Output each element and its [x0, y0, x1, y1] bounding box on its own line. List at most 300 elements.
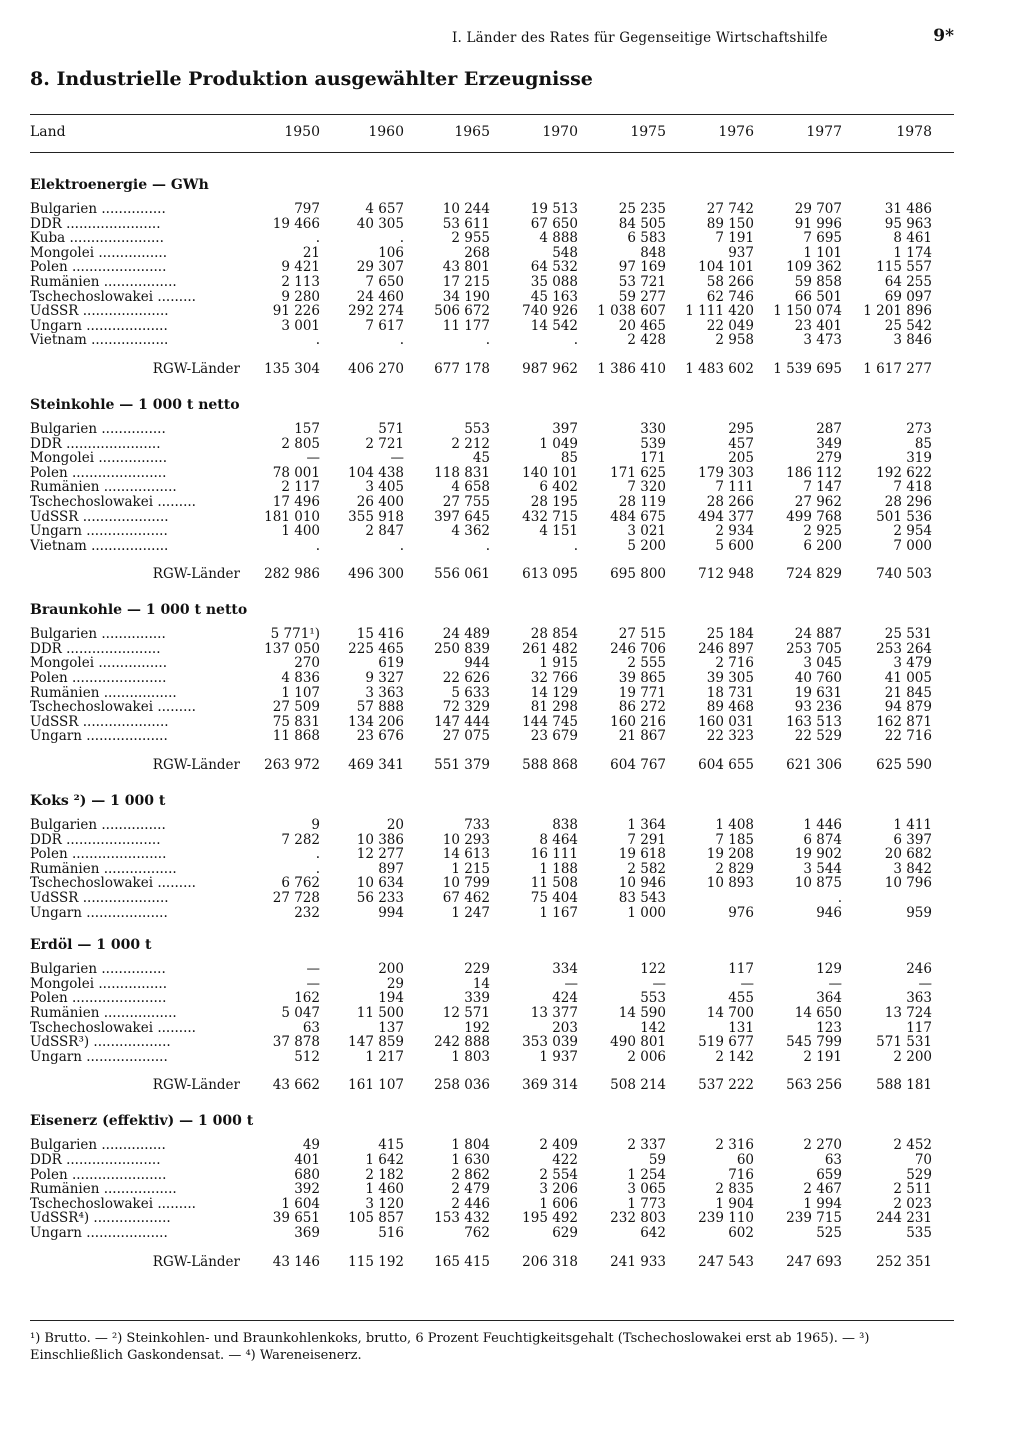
table-cell: 246 [906, 961, 932, 978]
table-cell: 619 [378, 655, 404, 672]
table-row [30, 847, 954, 862]
table-cell: 63 [824, 1151, 842, 1168]
table-cell: 2 511 [893, 1181, 932, 1198]
table-cell: 18 731 [706, 684, 754, 701]
table-cell: 32 766 [530, 670, 578, 687]
table-cell: 2 555 [627, 655, 666, 672]
table-cell: 14 [472, 975, 490, 992]
table-cell: 5 633 [451, 684, 490, 701]
table-row [30, 876, 954, 891]
table-cell: 1 174 [893, 244, 932, 261]
table-cell: 2 113 [281, 273, 320, 290]
table-cell: 2 200 [893, 1048, 932, 1065]
table-cell: 115 192 [348, 1253, 404, 1270]
table-cell: 195 492 [522, 1210, 578, 1227]
country-name: Tschechoslowakei ......... [30, 289, 196, 305]
table-cell: 85 [914, 435, 932, 452]
table-cell: 161 107 [348, 1077, 404, 1094]
country-name: Tschechoslowakei ......... [30, 876, 196, 891]
table-cell: 1 606 [539, 1195, 578, 1212]
table-cell: 563 256 [786, 1077, 842, 1094]
table-cell: 25 235 [618, 201, 666, 217]
table-cell: 91 996 [794, 215, 842, 232]
column-header: 1977 [806, 124, 842, 140]
table-cell: 109 362 [786, 259, 842, 276]
table-cell: 15 416 [356, 626, 404, 643]
table-cell: — [306, 961, 320, 978]
table-cell: 516 [378, 1224, 404, 1241]
country-name: Rumänien ................. [30, 861, 177, 877]
table-cell: 41 005 [884, 670, 932, 687]
table-cell: 282 986 [264, 566, 320, 583]
table-cell: 252 351 [876, 1253, 932, 1270]
column-header: 1965 [454, 124, 490, 140]
table-cell: 406 270 [348, 360, 404, 377]
table-cell: 86 272 [618, 699, 666, 716]
column-header: 1970 [542, 124, 578, 140]
table-cell: 7 291 [627, 831, 666, 848]
table-cell: 104 438 [348, 464, 404, 481]
table-row [30, 1153, 954, 1168]
table-cell: 142 [640, 1019, 666, 1036]
table-cell: 994 [378, 904, 404, 921]
table-cell: 1 408 [715, 817, 754, 834]
table-section [30, 599, 954, 776]
table-row [30, 1211, 954, 1226]
table-cell: 34 190 [442, 288, 490, 305]
table-cell: 78 001 [272, 464, 320, 481]
table-cell: 959 [906, 904, 932, 921]
table-cell: 137 [378, 1019, 404, 1036]
table-cell: 501 536 [876, 508, 932, 525]
table-cell: 27 075 [442, 728, 490, 745]
table-cell: 171 [640, 450, 666, 467]
table-cell: 7 320 [627, 479, 666, 496]
table-row [30, 451, 954, 466]
table-cell: 232 803 [610, 1210, 666, 1227]
table-row [30, 1021, 954, 1036]
table-cell: 37 878 [272, 1034, 320, 1051]
table-row [30, 1226, 954, 1241]
table-cell: 72 329 [442, 699, 490, 716]
table-cell: 295 [728, 420, 754, 437]
table-cell: 56 233 [356, 890, 404, 906]
table-row [30, 260, 954, 275]
table-cell: 6 402 [539, 479, 578, 496]
table-cell: 57 888 [356, 699, 404, 716]
table-row [30, 1006, 954, 1021]
table-cell: 490 801 [610, 1034, 666, 1051]
table-cell: 3 065 [627, 1181, 666, 1198]
table-cell: 499 768 [786, 508, 842, 525]
column-header: 1950 [284, 124, 320, 140]
table-cell: 1 400 [281, 523, 320, 540]
table-cell: 762 [464, 1224, 490, 1241]
table-cell: 1 049 [539, 435, 578, 452]
table-cell: 1 101 [803, 244, 842, 261]
country-name: UdSSR .................... [30, 304, 169, 319]
table-row [30, 906, 954, 921]
table-cell: 63 [302, 1019, 320, 1036]
table-cell: 10 386 [356, 831, 404, 848]
table-cell: 106 [378, 244, 404, 261]
table-cell: 21 845 [884, 684, 932, 701]
table-header [30, 124, 954, 144]
table-cell: 2 337 [627, 1137, 666, 1154]
country-name: Bulgarien ............... [30, 818, 166, 833]
table-cell: 2 925 [803, 523, 842, 540]
table-cell: 1 773 [627, 1195, 666, 1212]
table-cell: 1 188 [539, 860, 578, 877]
table-cell: 6 200 [803, 537, 842, 554]
table-cell: 339 [464, 990, 490, 1007]
table-cell: 16 111 [530, 846, 578, 863]
table-cell: 64 532 [530, 259, 578, 276]
table-cell: 496 300 [348, 566, 404, 583]
table-cell: 2 954 [893, 523, 932, 540]
table-cell: 270 [294, 655, 320, 672]
table-cell: 3 846 [893, 332, 932, 349]
table-cell: . [399, 332, 404, 349]
table-cell: 537 222 [698, 1077, 754, 1094]
table-cell: . [315, 860, 320, 877]
table-cell: 1 642 [365, 1151, 404, 1168]
table-cell: 7 185 [715, 831, 754, 848]
table-cell: 363 [906, 990, 932, 1007]
table-cell: 7 147 [803, 479, 842, 496]
table-cell: 4 657 [365, 201, 404, 217]
country-name: Bulgarien ............... [30, 202, 166, 217]
table-cell: 1 150 074 [773, 303, 842, 320]
table-cell: 171 625 [610, 464, 666, 481]
table-cell: 401 [294, 1151, 320, 1168]
table-cell: 602 [728, 1224, 754, 1241]
table-cell: 944 [464, 655, 490, 672]
table-cell: . [315, 230, 320, 247]
page-number: 9* [933, 26, 954, 46]
table-cell: 1 915 [539, 655, 578, 672]
table-section [30, 934, 954, 1096]
table-cell: 105 857 [348, 1210, 404, 1227]
table-cell: 3 363 [365, 684, 404, 701]
table-cell: 13 377 [530, 1004, 578, 1021]
table-row [30, 729, 954, 744]
table-cell: 897 [378, 860, 404, 877]
table-cell: 553 [640, 990, 666, 1007]
table-cell: 137 050 [264, 640, 320, 657]
table-cell: 58 266 [706, 273, 754, 290]
table-cell: 424 [552, 990, 578, 1007]
table-cell: 392 [294, 1181, 320, 1198]
table-cell: 59 858 [794, 273, 842, 290]
total-row [30, 563, 954, 585]
table-cell: 242 888 [434, 1034, 490, 1051]
table-row [30, 275, 954, 290]
table-cell: 134 206 [348, 713, 404, 730]
table-cell: 2 142 [715, 1048, 754, 1065]
table-cell: 1 604 [281, 1195, 320, 1212]
table-cell: 250 839 [434, 640, 490, 657]
table-cell: 2 006 [627, 1048, 666, 1065]
table-row [30, 1182, 954, 1197]
table-row [30, 891, 954, 906]
table-cell: 95 963 [884, 215, 932, 232]
table-cell: 39 305 [706, 670, 754, 687]
table-cell: 123 [816, 1019, 842, 1036]
table-cell: 519 677 [698, 1034, 754, 1051]
section-title: Eisenerz (effektiv) — 1 000 t [30, 1113, 254, 1130]
table-section [30, 174, 954, 380]
table-row [30, 480, 954, 495]
table-cell: 14 590 [618, 1004, 666, 1021]
table-cell: 1 201 896 [863, 303, 932, 320]
table-cell: 3 021 [627, 523, 666, 540]
country-name: Tschechoslowakei ......... [30, 494, 196, 510]
table-cell: 695 800 [610, 566, 666, 583]
table-cell: 179 303 [698, 464, 754, 481]
table-cell: 740 926 [522, 303, 578, 320]
table-cell: 1 803 [451, 1048, 490, 1065]
table-cell: 60 [736, 1151, 754, 1168]
country-name: Mongolei ................ [30, 976, 167, 992]
table-row [30, 1168, 954, 1183]
table-cell: 6 874 [803, 831, 842, 848]
table-cell: 31 486 [884, 201, 932, 217]
table-cell: 2 554 [539, 1166, 578, 1183]
table-cell: . [315, 537, 320, 554]
country-name: Rumänien ................. [30, 685, 177, 701]
table-cell: 247 693 [786, 1253, 842, 1270]
table-cell: 19 513 [530, 201, 578, 217]
table-cell: 1 167 [539, 904, 578, 921]
table-cell: 29 307 [356, 259, 404, 276]
table-cell: 10 893 [706, 875, 754, 892]
table-cell: 205 [728, 450, 754, 467]
table-cell: 27 962 [794, 493, 842, 510]
table-cell: 987 962 [522, 360, 578, 377]
table-cell: 1 217 [365, 1048, 404, 1065]
table-cell: 7 282 [281, 831, 320, 848]
table-cell: 206 318 [522, 1253, 578, 1270]
table-cell: 2 191 [803, 1048, 842, 1065]
table-cell: 613 095 [522, 566, 578, 583]
table-cell: 5 600 [715, 537, 754, 554]
table-cell: . [399, 230, 404, 247]
total-label: RGW-Länder [152, 757, 240, 774]
table-cell: 24 887 [794, 626, 842, 643]
table-cell: 69 097 [884, 288, 932, 305]
table-cell: 12 277 [356, 846, 404, 863]
table-cell: 529 [906, 1166, 932, 1183]
table-cell: 13 724 [884, 1004, 932, 1021]
country-name: Ungarn ................... [30, 318, 168, 334]
country-name: Polen ...................... [30, 465, 167, 481]
table-cell: 26 400 [356, 493, 404, 510]
table-cell: 89 150 [706, 215, 754, 232]
table-cell: 85 [560, 450, 578, 467]
table-section [30, 394, 954, 585]
table-cell: 506 672 [434, 303, 490, 320]
table-cell: 539 [640, 435, 666, 452]
table-cell: 1 254 [627, 1166, 666, 1183]
country-name: Rumänien ................. [30, 480, 177, 495]
footnote: ¹) Brutto. — ²) Steinkohlen- und Braunkohlenkoks, brutto, 6 Prozent Feuchtigkeitsgehalt (Tschechoslowakei erst ab 1965). — ³) Einschließlich Gaskondensat. — ⁴) Wareneisenerz. [30, 1331, 870, 1363]
table-cell: 64 255 [884, 273, 932, 290]
table-cell: 10 244 [442, 201, 490, 217]
table-cell: 21 [302, 244, 320, 261]
table-cell: 66 501 [794, 288, 842, 305]
table-cell: 364 [816, 990, 842, 1007]
total-label: RGW-Länder [152, 1253, 240, 1270]
table-cell: 19 631 [794, 684, 842, 701]
table-cell: 261 482 [522, 640, 578, 657]
table-cell: 1 247 [451, 904, 490, 921]
table-cell: 422 [552, 1151, 578, 1168]
table-cell: 2 428 [627, 332, 666, 349]
table-cell: 22 626 [442, 670, 490, 687]
column-header: Land [30, 124, 66, 140]
table-row [30, 671, 954, 686]
table-cell: 2 716 [715, 655, 754, 672]
table-cell: 848 [640, 244, 666, 261]
table-cell: 39 651 [272, 1210, 320, 1227]
table-cell: 117 [906, 1019, 932, 1036]
table-cell: 2 446 [451, 1195, 490, 1212]
table-row [30, 1138, 954, 1153]
country-name: DDR ...................... [30, 216, 161, 232]
table-cell: — [740, 975, 754, 992]
table-cell: 24 489 [442, 626, 490, 643]
table-row [30, 1035, 954, 1050]
table-cell: 3 405 [365, 479, 404, 496]
table-cell: 22 323 [706, 728, 754, 745]
table-cell: 5 200 [627, 537, 666, 554]
country-name: Polen ...................... [30, 671, 167, 686]
table-cell: 3 001 [281, 317, 320, 334]
table-cell: 40 760 [794, 670, 842, 687]
table-cell: 75 831 [272, 713, 320, 730]
table-cell: 797 [294, 201, 320, 217]
table-cell: 6 762 [281, 875, 320, 892]
table-cell: 677 178 [434, 360, 490, 377]
table-row [30, 862, 954, 877]
table-cell: 1 539 695 [773, 360, 842, 377]
table-cell: — [390, 450, 404, 467]
country-name: DDR ...................... [30, 1152, 161, 1168]
table-cell: 22 529 [794, 728, 842, 745]
table-cell: 17 215 [442, 273, 490, 290]
table-cell: . [837, 890, 842, 906]
table-cell: 244 231 [876, 1210, 932, 1227]
table-cell: — [564, 975, 578, 992]
table-cell: . [485, 332, 490, 349]
table-cell: 3 479 [893, 655, 932, 672]
table-row [30, 627, 954, 642]
table-cell: 494 377 [698, 508, 754, 525]
table-cell: 287 [816, 420, 842, 437]
country-name: Bulgarien ............... [30, 962, 166, 977]
table-cell: 415 [378, 1137, 404, 1154]
table-row [30, 466, 954, 481]
table-row [30, 991, 954, 1006]
table-cell: 144 745 [522, 713, 578, 730]
table-cell: 1 804 [451, 1137, 490, 1154]
table-section [30, 790, 954, 920]
table-cell: 2 829 [715, 860, 754, 877]
table-row [30, 656, 954, 671]
table-row [30, 700, 954, 715]
table-cell: 712 948 [698, 566, 754, 583]
table-cell: 553 [464, 420, 490, 437]
table-cell: 3 842 [893, 860, 932, 877]
table-cell: 349 [816, 435, 842, 452]
table-cell: 469 341 [348, 757, 404, 774]
table-cell: 23 401 [794, 317, 842, 334]
table-cell: 28 195 [530, 493, 578, 510]
table-cell: 165 415 [434, 1253, 490, 1270]
table-cell: 14 650 [794, 1004, 842, 1021]
table-cell: 225 465 [348, 640, 404, 657]
table-cell: 1 386 410 [597, 360, 666, 377]
table-cell: 12 571 [442, 1004, 490, 1021]
table-cell: 4 362 [451, 523, 490, 540]
header-bottom-rule [30, 152, 954, 153]
table-row [30, 231, 954, 246]
table-row [30, 333, 954, 348]
table-cell: 157 [294, 420, 320, 437]
table-cell: 2 955 [451, 230, 490, 247]
table-cell: 1 038 607 [597, 303, 666, 320]
table-cell: 27 755 [442, 493, 490, 510]
table-cell: 43 662 [272, 1077, 320, 1094]
table-cell: 7 695 [803, 230, 842, 247]
table-cell: 9 280 [281, 288, 320, 305]
table-cell: . [315, 846, 320, 863]
table-cell: 19 771 [618, 684, 666, 701]
table-row [30, 510, 954, 525]
table-cell: 14 700 [706, 1004, 754, 1021]
table-cell: 946 [816, 904, 842, 921]
table-row [30, 539, 954, 554]
total-label: RGW-Länder [152, 566, 240, 583]
section-title: Koks ²) — 1 000 t [30, 793, 166, 810]
table-cell: 40 305 [356, 215, 404, 232]
table-cell: 2 270 [803, 1137, 842, 1154]
table-cell: 319 [906, 450, 932, 467]
table-cell: 9 [311, 817, 320, 834]
table-cell: 43 801 [442, 259, 490, 276]
column-header: 1976 [718, 124, 754, 140]
table-cell: 2 958 [715, 332, 754, 349]
table-row [30, 977, 954, 992]
country-name: Tschechoslowakei ......... [30, 1196, 196, 1212]
table-cell: 181 010 [264, 508, 320, 525]
country-name: Bulgarien ............... [30, 1138, 166, 1153]
table-cell: 733 [464, 817, 490, 834]
table-cell: 525 [816, 1224, 842, 1241]
table-cell: 621 306 [786, 757, 842, 774]
table-cell: 27 515 [618, 626, 666, 643]
table-cell: 4 151 [539, 523, 578, 540]
country-name: Bulgarien ............... [30, 421, 166, 437]
table-cell: 23 676 [356, 728, 404, 745]
table-cell: 253 705 [786, 640, 842, 657]
table-cell: 2 805 [281, 435, 320, 452]
table-cell: 2 117 [281, 479, 320, 496]
table-cell: 45 163 [530, 288, 578, 305]
table-cell: 1 000 [627, 904, 666, 921]
table-cell: 258 036 [434, 1077, 490, 1094]
